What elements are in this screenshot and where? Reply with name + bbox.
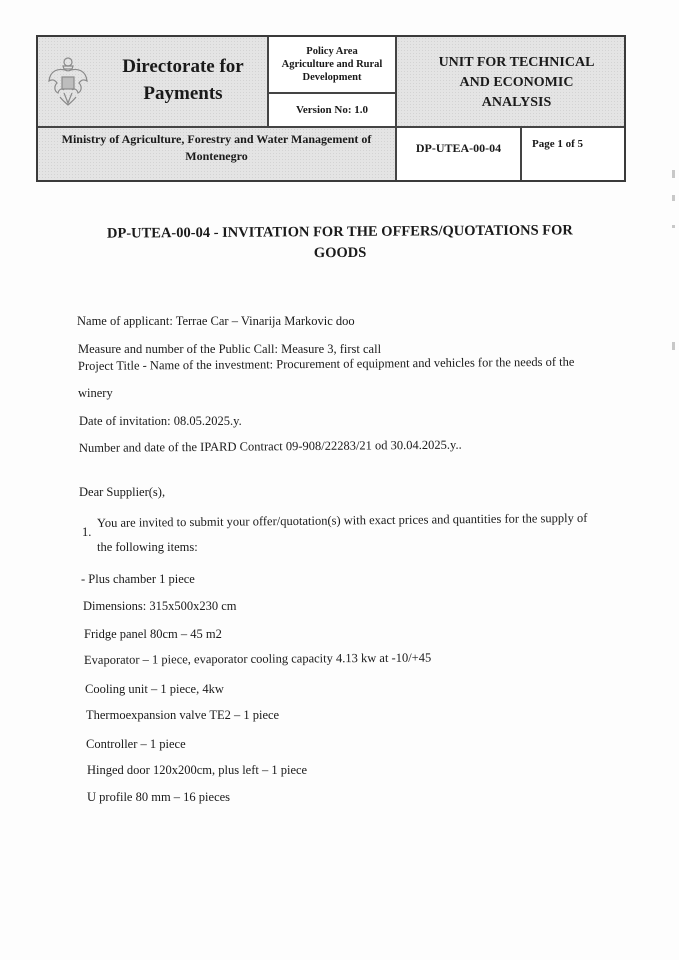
list-item: Hinged door 120x200cm, plus left – 1 piece <box>87 763 308 777</box>
list-item: - Plus chamber 1 piece <box>81 572 195 586</box>
scan-mark <box>672 225 675 228</box>
list-item: Fridge panel 80cm – 45 m2 <box>84 627 222 641</box>
policy-area-cell <box>269 37 397 94</box>
project-title-field-line2: winery <box>78 386 113 400</box>
list-item: Evaporator – 1 piece, evaporator cooling capacity 4.13 kw at -10/+45 <box>83 650 432 667</box>
version-cell <box>269 94 397 128</box>
organization-name <box>98 53 268 107</box>
salutation: Dear Supplier(s), <box>79 485 166 499</box>
policy-area-value-line2: Development <box>302 72 362 83</box>
unit-cell <box>397 37 624 128</box>
public-call-field: Measure and number of the Public Call: Measure 3, first call <box>78 342 382 356</box>
header-table <box>36 35 626 182</box>
organization-name-line2: Payments <box>143 83 223 104</box>
ministry-name-line1: Ministry of Agriculture, Forestry and Water Management of <box>61 132 372 146</box>
directorate-cell <box>38 37 269 128</box>
list-item: Cooling unit – 1 piece, 4kw <box>85 682 224 696</box>
page-indicator-cell <box>522 128 624 180</box>
ipard-contract-field: Number and date of the IPARD Contract 09-908/22283/21 od 30.04.2025.y.. <box>78 437 462 455</box>
document-title-line1: DP-UTEA-00-04 - INVITATION FOR THE OFFERS/QUOTATIONS FOR <box>106 222 573 242</box>
document-code: DP-UTEA-00-04 <box>415 141 502 155</box>
page-indicator: Page 1 of 5 <box>532 138 584 150</box>
item1-text-line1: You are invited to submit your offer/quotation(s) with exact prices and quantities for the supply of <box>96 510 588 530</box>
item1-number: 1. <box>82 525 92 539</box>
coat-of-arms-icon <box>46 53 90 109</box>
invitation-date-field: Date of invitation: 08.05.2025.y. <box>79 414 242 428</box>
document-title-line2: GOODS <box>313 244 367 262</box>
unit-name-line2: AND ECONOMIC <box>459 74 574 90</box>
list-item: Thermoexpansion valve TE2 – 1 piece <box>86 708 280 722</box>
document-title <box>60 220 620 266</box>
list-item: Controller – 1 piece <box>86 737 186 751</box>
policy-area-label: Policy Area <box>306 46 358 57</box>
list-item: Dimensions: 315x500x230 cm <box>83 599 237 613</box>
unit-name-line3: ANALYSIS <box>481 94 552 110</box>
item1-text-line2: the following items: <box>97 540 198 554</box>
scan-mark <box>672 195 675 201</box>
ministry-cell <box>38 128 397 180</box>
list-item: U profile 80 mm – 16 pieces <box>87 790 231 804</box>
policy-area-value-line1: Agriculture and Rural <box>281 59 383 70</box>
applicant-field: Name of applicant: Terrae Car – Vinarija Markovic doo <box>77 314 355 328</box>
project-title-field-line1: Project Title - Name of the investment: Procurement of equipment and vehicles for the needs of the <box>77 354 575 373</box>
unit-name-line1: UNIT FOR TECHNICAL <box>438 54 595 70</box>
ministry-name-line2: Montenegro <box>185 149 248 163</box>
scan-mark <box>672 170 675 178</box>
scan-mark <box>672 342 675 350</box>
document-code-cell <box>397 128 522 180</box>
organization-name-line1: Directorate for <box>122 56 244 77</box>
version-number: Version No: 1.0 <box>295 104 368 116</box>
